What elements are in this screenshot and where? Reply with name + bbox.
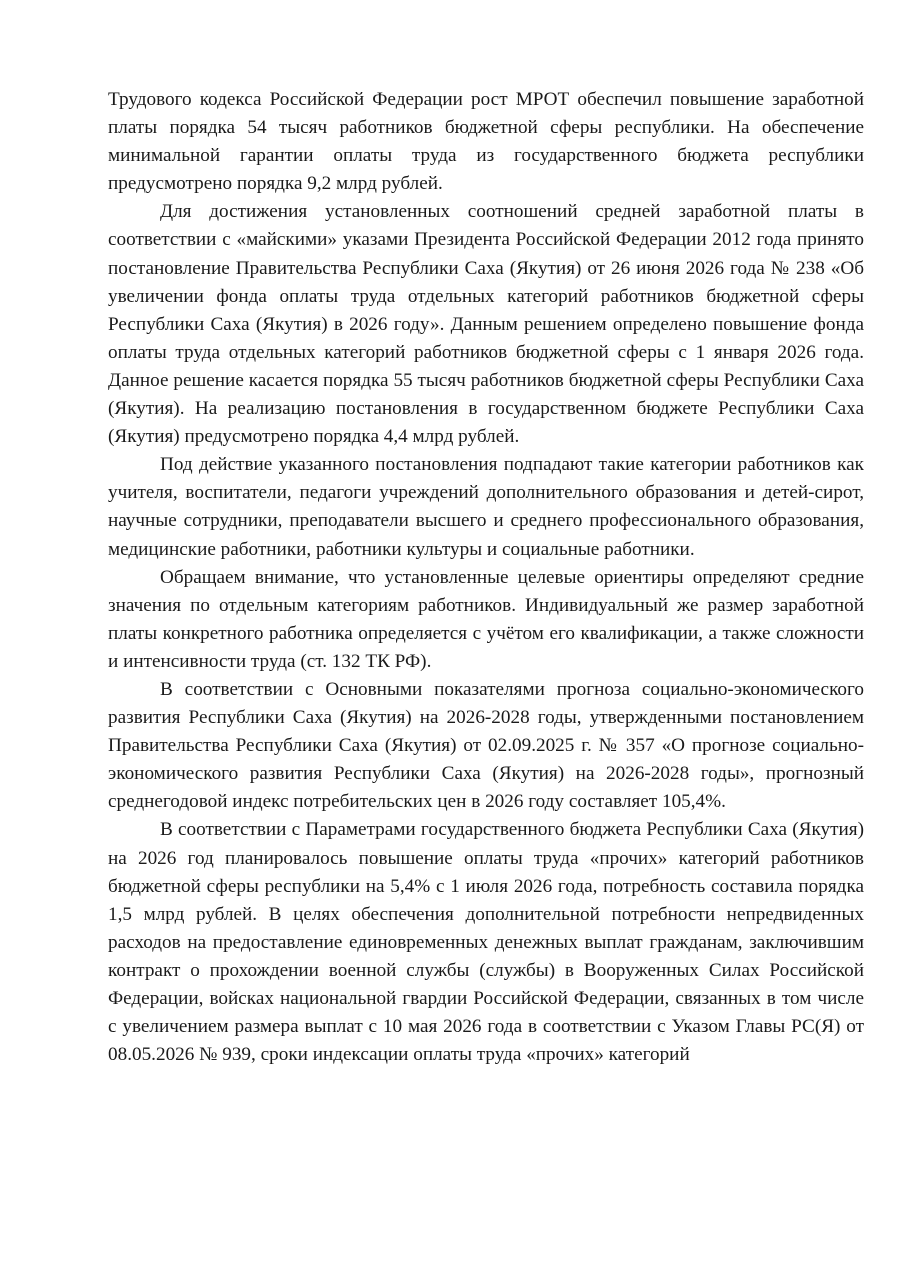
document-page	[108, 86, 864, 1069]
paragraph-may-decrees: Для достижения установленных соотношений средней заработной платы в соответствии с «майскими» указами Президента Российской Федерации 2012 года принято постановление Правительства Республики Саха (Якутия) от 26 июня 2026 года № 238 «Об увеличении фонда оплаты труда отдельных категорий работников бюджетной сферы Республики Саха (Якутия) в 2026 году». Данным решением определено повышение фонда оплаты труда отдельных категорий работников бюджетной сферы с 1 января 2026 года. Данное решение касается порядка 55 тысяч работников бюджетной сферы Республики Саха (Якутия). На реализацию постановления в государственном бюджете Республики Саха (Якутия) предусмотрено порядка 4,4 млрд рублей.	[108, 201, 864, 448]
paragraph-targets: Обращаем внимание, что установленные целевые ориентиры определяют средние значения по отдельным категориям работников. Индивидуальный же размер заработной платы конкретного работника определяется с учётом его квалификации, а также сложности и интенсивности труда (ст. 132 ТК РФ).	[108, 566, 864, 672]
paragraph-budget-parameters: В соответствии с Параметрами государственного бюджета Республики Саха (Якутия) на 2026 год планировалось повышение оплаты труда «прочих» категорий работников бюджетной сферы республики на 5,4% с 1 июля 2026 года, потребность составила порядка 1,5 млрд рублей. В целях обеспечения дополнительной потребности непредвиденных расходов на предоставление единовременных денежных выплат гражданам, заключившим контракт о прохождении военной службы (службы) в Вооруженных Силах Российской Федерации, войсках национальной гвардии Российской Федерации, связанных в том числе с увеличением размера выплат с 10 мая 2026 года в соответствии с Указом Главы РС(Я) от 08.05.2026 № 939, сроки индексации оплаты труда «прочих» категорий	[108, 819, 864, 1066]
paragraph-categories: Под действие указанного постановления подпадают такие категории работников как учителя, воспитатели, педагоги учреждений дополнительного образования и детей-сирот, научные сотрудники, преподаватели высшего и среднего профессионального образования, медицинские работники, работники культуры и социальные работники.	[108, 454, 864, 560]
paragraph-forecast: В соответствии с Основными показателями прогноза социально-экономического развития Республики Саха (Якутия) на 2026-2028 годы, утвержденными постановлением Правительства Республики Саха (Якутия) от 02.09.2025 г. № 357 «О прогнозе социально-экономического развития Республики Саха (Якутия) на 2026-2028 годы», прогнозный среднегодовой индекс потребительских цен в 2026 году составляет 105,4%.	[108, 678, 864, 813]
paragraph-mrot: Трудового кодекса Российской Федерации рост МРОТ обеспечил повышение заработной платы порядка 54 тысяч работников бюджетной сферы республики. На обеспечение минимальной гарантии оплаты труда из государственного бюджета республики предусмотрено порядка 9,2 млрд рублей.	[108, 89, 864, 195]
